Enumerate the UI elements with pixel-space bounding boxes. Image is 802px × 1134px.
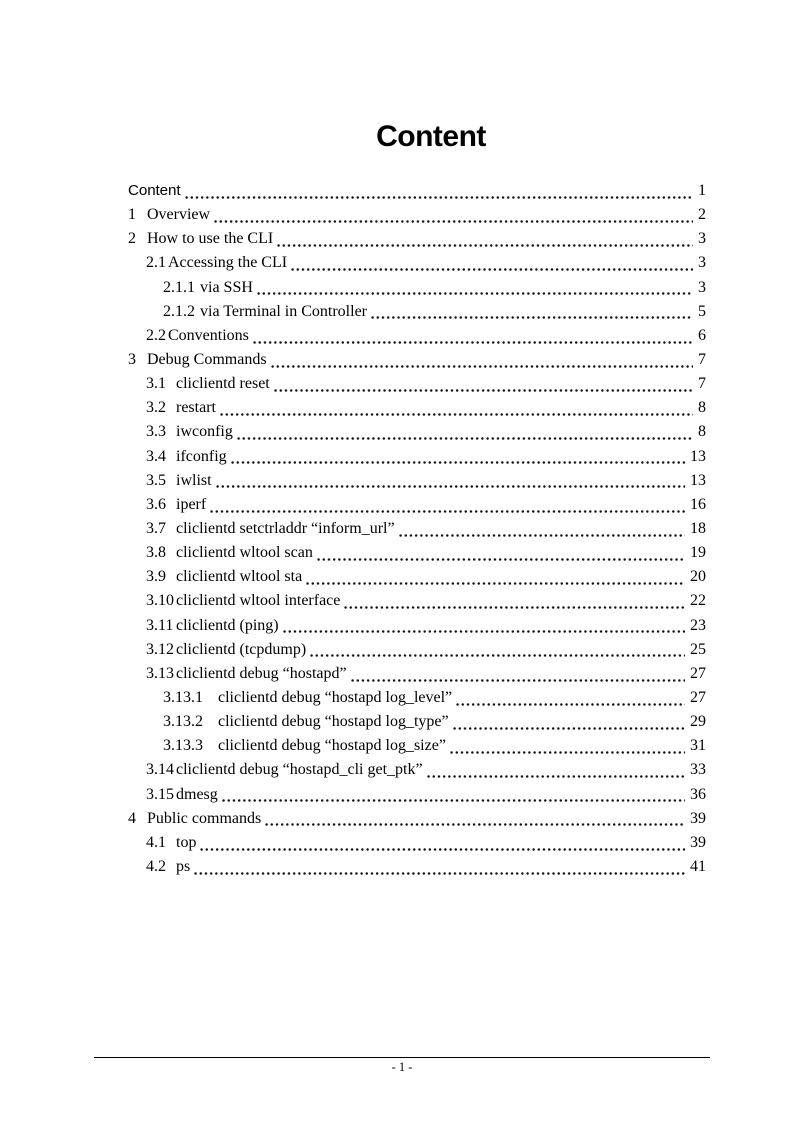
toc-page-number: 7 [698,350,706,368]
toc-entry-number: 3.1 [146,375,166,393]
toc-page-number: 20 [690,568,706,586]
toc-entry-label: iperf [176,495,207,513]
toc-page-number: 6 [698,326,706,344]
toc-entry-label: cliclientd reset [176,375,270,393]
toc-page-number: 5 [698,302,706,320]
toc-entry-label: cliclientd wltool sta [176,568,303,586]
footer-page-number: - 1 - [391,1060,413,1074]
toc-dot-leader [270,348,693,372]
toc-page-number: 27 [690,664,706,682]
toc-entry-number: 3.10 [146,592,174,610]
toc-page-number: 31 [690,737,706,755]
toc-page-number: 19 [690,544,706,562]
toc-entry[interactable] [128,348,706,372]
toc-entry-number: 3.9 [146,568,166,586]
toc-entry-number: 3 [128,350,136,368]
page-title: Content [376,120,486,153]
toc-entry-number: 2.1 [146,254,166,272]
toc-entry-label: Public commands [147,809,262,827]
toc-entry-number: 3.2 [146,399,166,417]
toc-dot-leader [264,807,685,831]
toc-page-number: 33 [690,761,706,779]
table-of-contents [128,179,706,879]
toc-page-number: 27 [690,688,706,706]
toc-entry-number: 3.12 [146,640,174,658]
toc-entry-label: cliclientd (tcpdump) [176,640,307,658]
toc-page-number: 18 [690,519,706,537]
toc-entry-number: 3.5 [146,471,166,489]
toc-entry-label: cliclientd wltool interface [176,592,341,610]
toc-entry-label: cliclientd (ping) [176,616,279,634]
toc-entry-number: 3.8 [146,544,166,562]
toc-entry[interactable] [128,300,706,324]
toc-entry-label: via Terminal in Controller [200,302,367,320]
toc-entry[interactable] [128,493,706,517]
toc-page-number: 25 [690,640,706,658]
toc-page-number: 7 [698,375,706,393]
toc-entry-number: 3.6 [146,495,166,513]
toc-page-number: 36 [690,785,706,803]
toc-page-number: 3 [698,254,706,272]
toc-entry-label: How to use the CLI [147,230,274,248]
toc-page-number: 13 [690,471,706,489]
toc-entry[interactable] [128,372,706,396]
toc-dot-leader [449,734,685,758]
toc-entry[interactable] [128,396,706,420]
toc-page-number: 41 [690,857,706,875]
toc-entry[interactable] [128,783,706,807]
toc-entry-label: Debug Commands [147,350,267,368]
toc-page-number: 8 [698,399,706,417]
toc-dot-leader [290,251,693,275]
toc-dot-leader [221,783,685,807]
toc-page-number: 29 [690,713,706,731]
toc-page-number: 3 [698,278,706,296]
toc-entry-label: Conventions [168,326,249,344]
toc-entry[interactable] [128,710,706,734]
footer-divider [94,1057,710,1058]
toc-entry[interactable] [128,324,706,348]
toc-entry-label: via SSH [200,278,253,296]
toc-dot-leader [305,565,685,589]
toc-entry[interactable] [128,638,706,662]
toc-page-number: 39 [690,809,706,827]
toc-entry-label: top [176,833,197,851]
toc-page-number: 2 [698,206,706,224]
toc-entry-number: 3.13.3 [163,737,203,755]
toc-entry-label: cliclientd setctrladdr “inform_url” [176,519,395,537]
toc-entry-label: cliclientd wltool scan [176,544,313,562]
toc-entry-label: ifconfig [176,447,227,465]
toc-entry-label: cliclientd debug “hostapd_cli get_ptk” [176,761,423,779]
toc-entry-number: 2 [128,230,136,248]
toc-dot-leader [316,541,685,565]
toc-dot-leader [452,710,685,734]
toc-entry[interactable] [128,855,706,879]
toc-entry-number: 4 [128,809,136,827]
toc-entry[interactable] [128,276,706,300]
toc-entry[interactable] [128,251,706,275]
toc-dot-leader [215,469,685,493]
toc-dot-leader [193,855,685,879]
toc-dot-leader [276,227,693,251]
toc-dot-leader [370,300,693,324]
toc-entry[interactable] [128,445,706,469]
toc-entry[interactable] [128,686,706,710]
toc-entry-label: cliclientd debug “hostapd” [176,664,347,682]
toc-entry-number: 2.1.1 [163,278,195,296]
toc-dot-leader [426,758,685,782]
toc-dot-leader [199,831,685,855]
toc-entry-number: 2.1.2 [163,302,195,320]
toc-dot-leader [256,276,693,300]
toc-entry-label: dmesg [176,785,218,803]
toc-page-number: 3 [698,230,706,248]
toc-dot-leader [309,638,685,662]
toc-entry[interactable] [128,517,706,541]
toc-page-number: 23 [690,616,706,634]
toc-page-number: 13 [690,447,706,465]
toc-page-number: 8 [698,423,706,441]
toc-dot-leader [236,420,693,444]
toc-entry-label: ps [176,857,191,875]
toc-entry-label: Accessing the CLI [168,254,288,272]
toc-entry-number: 3.3 [146,423,166,441]
toc-dot-leader [209,493,685,517]
toc-entry-number: 3.4 [146,447,166,465]
toc-entry-number: 2.2 [146,326,166,344]
toc-entry-number: 4.1 [146,833,166,851]
toc-dot-leader [252,324,693,348]
toc-entry-number: 3.13 [146,664,174,682]
toc-dot-leader [350,662,685,686]
toc-entry-number: 4.2 [146,857,166,875]
toc-entry-label: Overview [147,206,211,224]
toc-dot-leader [398,517,685,541]
toc-entry-number: 3.14 [146,761,174,779]
toc-entry[interactable] [128,203,706,227]
toc-entry[interactable] [128,614,706,638]
toc-entry-label: restart [176,399,216,417]
toc-dot-leader [343,589,685,613]
toc-entry[interactable] [128,807,706,831]
toc-entry[interactable] [128,541,706,565]
toc-entry-number: 3.13.1 [163,688,203,706]
toc-entry[interactable] [128,734,706,758]
toc-entry-number: 1 [128,206,136,224]
toc-dot-leader [455,686,685,710]
toc-entry[interactable] [128,589,706,613]
toc-entry-number: 3.11 [146,616,174,634]
toc-entry-label: cliclientd debug “hostapd log_level” [218,688,453,706]
toc-page-number: 39 [690,833,706,851]
toc-entry-label: iwconfig [176,423,233,441]
toc-entry-number: 3.7 [146,519,166,537]
toc-page-number: 16 [690,495,706,513]
toc-dot-leader [219,396,693,420]
toc-dot-leader [273,372,693,396]
toc-dot-leader [230,445,685,469]
toc-entry-label: iwlist [176,471,212,489]
toc-entry-label: cliclientd debug “hostapd log_type” [218,713,449,731]
toc-entry-label: cliclientd debug “hostapd log_size” [218,737,446,755]
toc-entry[interactable] [128,179,706,203]
toc-entry[interactable] [128,227,706,251]
toc-dot-leader [184,179,694,203]
toc-entry[interactable] [128,662,706,686]
toc-entry-label: Content [128,182,181,199]
toc-entry[interactable] [128,565,706,589]
toc-page-number: 1 [698,182,706,199]
toc-dot-leader [213,203,693,227]
toc-dot-leader [282,614,685,638]
toc-entry-number: 3.13.2 [163,713,203,731]
toc-entry[interactable] [128,831,706,855]
toc-entry[interactable] [128,469,706,493]
toc-entry[interactable] [128,758,706,782]
toc-page-number: 22 [690,592,706,610]
toc-entry[interactable] [128,420,706,444]
toc-entry-number: 3.15 [146,785,174,803]
